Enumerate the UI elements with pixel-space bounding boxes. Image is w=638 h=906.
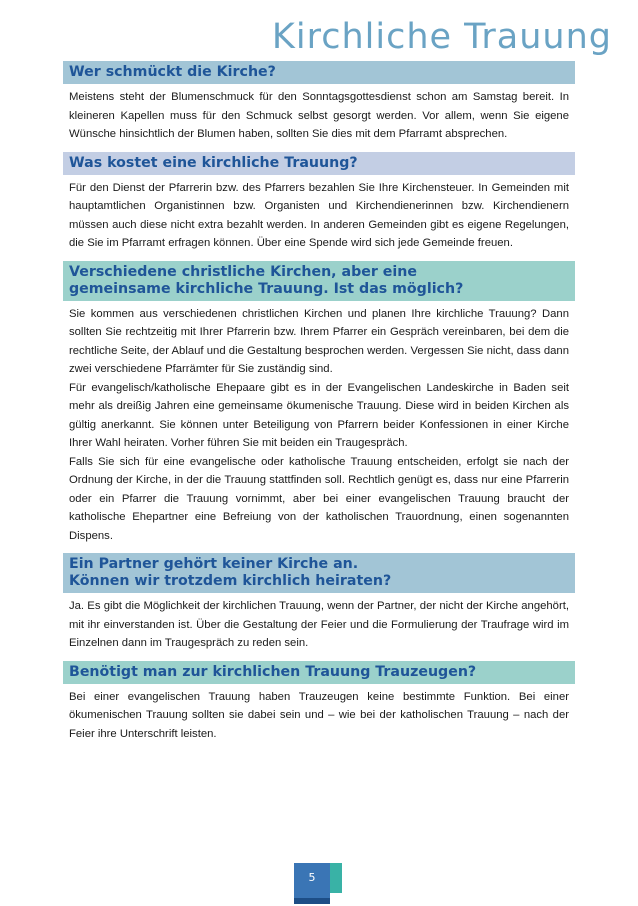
page-title: Kirchliche Trauung [271, 17, 612, 57]
paragraph: Bei einer evangelischen Trauung haben Trauzeugen keine bestimmte Funktion. Bei einer ökumenischen Trauung sollten sie dabei sein und – wie bei der katholischen Trauung – nach der Feier ihre Unterschrift leisten. [69, 690, 569, 740]
section-kosten [63, 152, 575, 253]
section-heading: Benötigt man zur kirchlichen Trauung Trauzeugen? [63, 661, 575, 684]
section-text [63, 175, 575, 253]
paragraph: Sie kommen aus verschiedenen christlichen Kirchen und planen Ihre kirchliche Trauung? Dann sollten Sie rechtzeitig mit Ihrer Pfarrerin bzw. Ihrem Pfarrer ein Gespräch vereinbaren, bei dem die rechtliche Seite, der Ablauf und die Gestaltung besprochen werden. Vergessen Sie nicht, dass dann zwei verschiedene Pfarrämter für Sie zuständig sind. [69, 307, 569, 375]
page-number: 5 [294, 863, 330, 898]
section-heading [63, 261, 575, 301]
paragraph: Ja. Es gibt die Möglichkeit der kirchlichen Trauung, wenn der Partner, der nicht der Kirche angehört, mit ihr einverstanden ist. Über die Gestaltung der Feier und die Formulierung der Traufrage wird im Einzelnen dann im Traugespräch zu reden sein. [69, 600, 569, 649]
section-blumenschmuck [63, 61, 575, 144]
paragraph: Für evangelisch/katholische Ehepaare gibt es in der Evangelischen Landeskirche in Baden seit mehr als dreißig Jahren eine gemeinsame ökumenische Trauung. Diese wird in beiden Kirchen als gültig anerkannt. Sie können unter Beteiligung von Pfarrern beider Konfessionen in einer Kirche Ihrer Wahl heiraten. Vorher führen Sie mit beiden ein Traugespräch. [69, 381, 569, 449]
section-text [63, 593, 575, 653]
section-text [63, 684, 575, 744]
document-body [63, 61, 575, 751]
section-text [63, 301, 575, 546]
section-konfessionslos [63, 553, 575, 653]
section-oekumene [63, 261, 575, 546]
heading-line: Ein Partner gehört keiner Kirche an. [69, 556, 359, 572]
section-text [63, 84, 575, 144]
section-heading [63, 553, 575, 593]
page-number-shadow [294, 898, 330, 904]
section-trauzeugen [63, 661, 575, 744]
paragraph: Falls Sie sich für eine evangelische oder katholische Trauung entscheiden, erfolgt sie nach der Ordnung der Kirche, in der die Trauung stattfinden soll. Rechtlich genügt es, dass nur eine Pfarrerin oder ein Pfarrer die Trauung vornimmt, aber bei einer evangelischen Trauung braucht der katholische Ehepartner eine Befreiung von der katholischen Trauordnung, einen sogenannten Dispens. [69, 455, 569, 542]
paragraph: Für den Dienst der Pfarrerin bzw. des Pfarrers bezahlen Sie Ihre Kirchensteuer. In Gemeinden mit hauptamtlichen Organistinnen bzw. Organisten und Kirchendienerinnen bzw. Kirchendienern müssen auch diese nicht extra bezahlt werden. In anderen Gemeinden gibt es eigene Regelungen, die Sie im Pfarramt erfragen können. Über eine Spende wird sich jede Gemeinde freuen. [69, 181, 569, 249]
heading-line: Verschiedene christliche Kirchen, aber eine [69, 263, 418, 280]
paragraph: Meistens steht der Blumenschmuck für den Sonntagsgottesdienst schon am Samstag bereit. In kleineren Kapellen muss für den Schmuck selbst gesorgt werden. Vor allem, wenn Sie eigene Wünsche hinsichtlich der Blumen haben, sollten Sie dies mit dem Pfarramt absprechen. [69, 91, 569, 140]
page-number-accent [330, 863, 342, 893]
section-heading: Was kostet eine kirchliche Trauung? [63, 152, 575, 175]
heading-line: gemeinsame kirchliche Trauung. Ist das möglich? [69, 280, 464, 297]
section-heading: Wer schmückt die Kirche? [63, 61, 575, 84]
heading-line: Können wir trotzdem kirchlich heiraten? [69, 573, 392, 589]
